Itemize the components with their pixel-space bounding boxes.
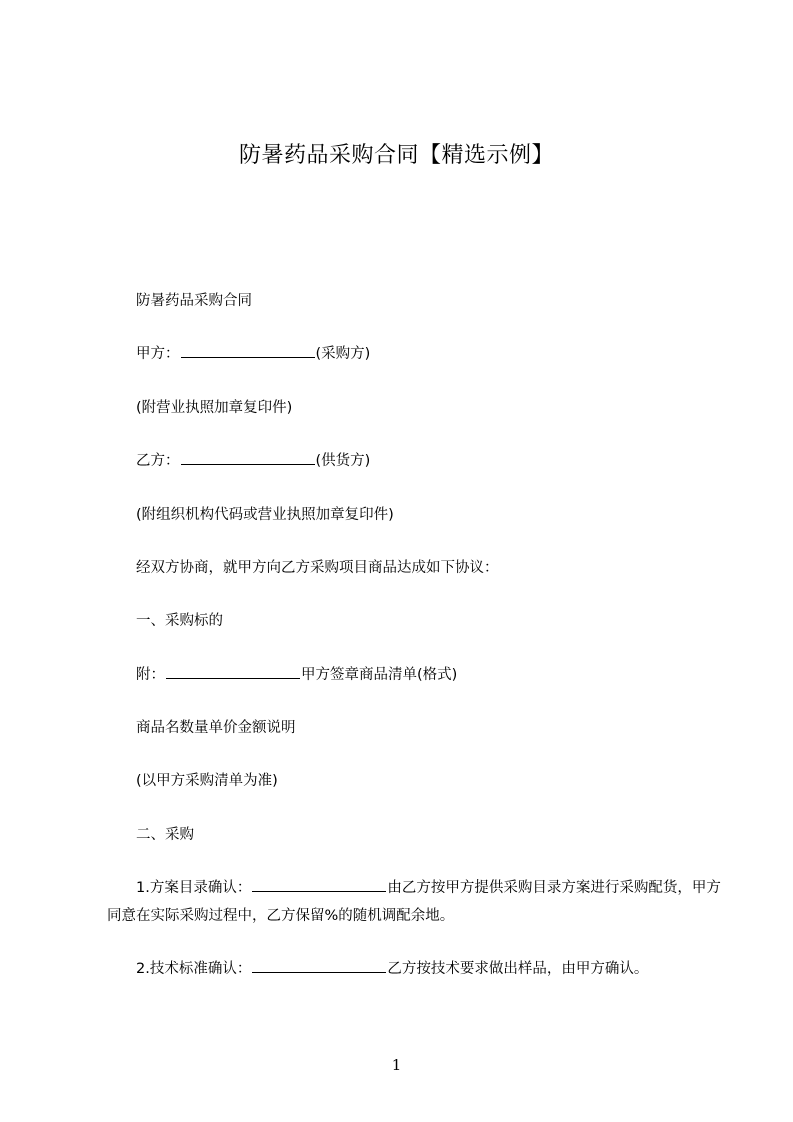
intro-paragraph: 经双方协商，就甲方向乙方采购项目商品达成如下协议：	[136, 560, 499, 576]
party-a-blank	[181, 343, 315, 358]
item-2-paragraph	[136, 958, 648, 980]
section-2-title: 二、采购	[136, 827, 194, 843]
table-header-line: 商品名数量单价金额说明	[136, 720, 296, 736]
party-b-suffix: (供货方)	[315, 453, 371, 469]
page-number: 1	[391, 1056, 402, 1074]
party-a-suffix: (采购方)	[315, 346, 371, 362]
attachment-suffix: 甲方签章商品清单(格式)	[301, 667, 458, 683]
attachment-line	[136, 664, 457, 686]
item-1-blank	[252, 877, 386, 892]
section-1-title: 一、采购标的	[136, 613, 223, 629]
contract-heading: 防暑药品采购合同	[136, 293, 252, 309]
party-b-note: (附组织机构代码或营业执照加章复印件)	[136, 507, 394, 523]
party-a-note: (附营业执照加章复印件)	[136, 400, 293, 416]
attachment-label: 附：	[136, 667, 165, 683]
party-a-line	[136, 343, 370, 365]
item-2-blank	[252, 958, 386, 973]
item-1-paragraph	[107, 874, 727, 930]
item-1-suffix: 由乙方按甲方提供采购目录方案进行采购配货，甲方同意在实际采购过程中，乙方保留%的随机调配余地。	[107, 880, 721, 924]
party-a-label: 甲方：	[136, 346, 180, 362]
party-b-line	[136, 450, 370, 472]
table-note: (以甲方采购清单为准)	[136, 773, 278, 789]
party-b-blank	[181, 450, 315, 465]
item-2-suffix: 乙方按技术要求做出样品，由甲方确认。	[387, 961, 649, 977]
attachment-blank	[166, 664, 300, 679]
item-2-prefix: 2.技术标准确认：	[136, 961, 252, 977]
item-1-prefix: 1.方案目录确认：	[136, 880, 252, 896]
document-title: 防暑药品采购合同【精选示例】	[238, 143, 554, 168]
party-b-label: 乙方：	[136, 453, 180, 469]
